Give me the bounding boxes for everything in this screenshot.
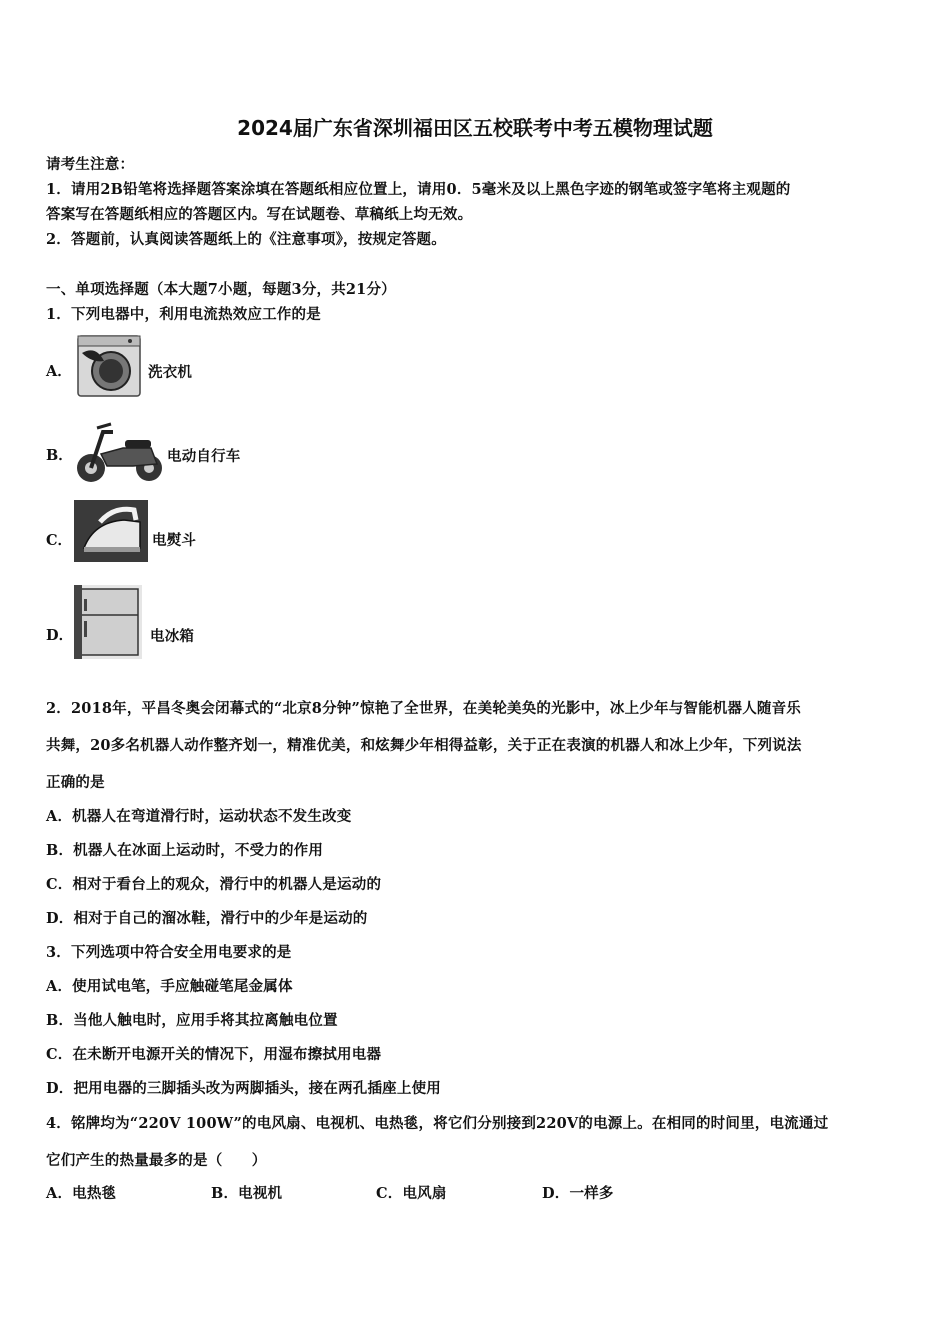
question-3-stem: 3．下列选项中符合安全用电要求的是 [46, 944, 292, 961]
question-2-line-2: 共舞，20多名机器人动作整齐划一，精准优美，和炫舞少年相得益彰，关于正在表演的机器人和冰上少年，下列说法 [46, 737, 802, 754]
q3-option-d: D．把用电器的三脚插头改为两脚插头，接在两孔插座上使用 [46, 1080, 441, 1097]
q4-option-c: C．电风扇 [376, 1185, 447, 1202]
notice-line-1-continued: 答案写在答题纸相应的答题区内。写在试题卷、草稿纸上均无效。 [46, 206, 473, 223]
q2-option-a: A．机器人在弯道滑行时，运动状态不发生改变 [46, 808, 352, 825]
notice-heading: 请考生注意： [46, 156, 135, 173]
question-1-stem: 1．下列电器中，利用电流热效应工作的是 [46, 306, 321, 323]
question-4-line-1: 4．铭牌均为“220V 100W”的电风扇、电视机、电热毯，将它们分别接到220V的电源上。在相同的时间里，电流通过 [46, 1115, 829, 1132]
q1-option-c-label: C． [46, 532, 73, 549]
notice-line-1: 1．请用2B铅笔将选择题答案涂填在答题纸相应位置上，请用0．5毫米及以上黑色字迹的钢笔或签字笔将主观题的 [46, 181, 791, 198]
q2-option-c: C．相对于看台上的观众，滑行中的机器人是运动的 [46, 876, 382, 893]
q3-option-c: C．在未断开电源开关的情况下，用湿布擦拭用电器 [46, 1046, 382, 1063]
q1-option-c-text: 电熨斗 [152, 532, 197, 549]
notice-line-2: 2．答题前，认真阅读答题纸上的《注意事项》，按规定答题。 [46, 231, 446, 248]
q4-option-a: A．电热毯 [46, 1185, 117, 1202]
question-4-line-2: 它们产生的热量最多的是（ ） [46, 1152, 267, 1169]
q1-option-b-text: 电动自行车 [167, 448, 241, 465]
q1-option-d-label: D． [46, 627, 74, 644]
q2-option-d: D．相对于自己的溜冰鞋，滑行中的少年是运动的 [46, 910, 368, 927]
q1-option-a-label: A． [46, 363, 72, 380]
q3-option-b: B．当他人触电时，应用手将其拉离触电位置 [46, 1012, 338, 1029]
q1-option-a-text: 洗衣机 [148, 364, 193, 381]
q1-option-d-text: 电冰箱 [150, 628, 195, 645]
q1-option-b-label: B． [46, 447, 73, 464]
electric-bike-icon [73, 418, 165, 486]
electric-iron-icon [74, 500, 148, 562]
q4-option-d: D．一样多 [542, 1185, 614, 1202]
page-title: 2024届广东省深圳福田区五校联考中考五模物理试题 [237, 116, 713, 140]
section-heading: 一、单项选择题（本大题7小题，每题3分，共21分） [46, 281, 396, 298]
washing-machine-icon [74, 333, 144, 399]
refrigerator-icon [74, 585, 142, 659]
question-2-line-3: 正确的是 [46, 774, 105, 791]
q2-option-b: B．机器人在冰面上运动时，不受力的作用 [46, 842, 324, 859]
question-2-line-1: 2．2018年，平昌冬奥会闭幕式的“北京8分钟”惊艳了全世界，在美轮美奂的光影中，冰上少年与智能机器人随音乐 [46, 700, 802, 717]
q3-option-a: A．使用试电笔，手应触碰笔尾金属体 [46, 978, 293, 995]
q4-option-b: B．电视机 [211, 1185, 283, 1202]
